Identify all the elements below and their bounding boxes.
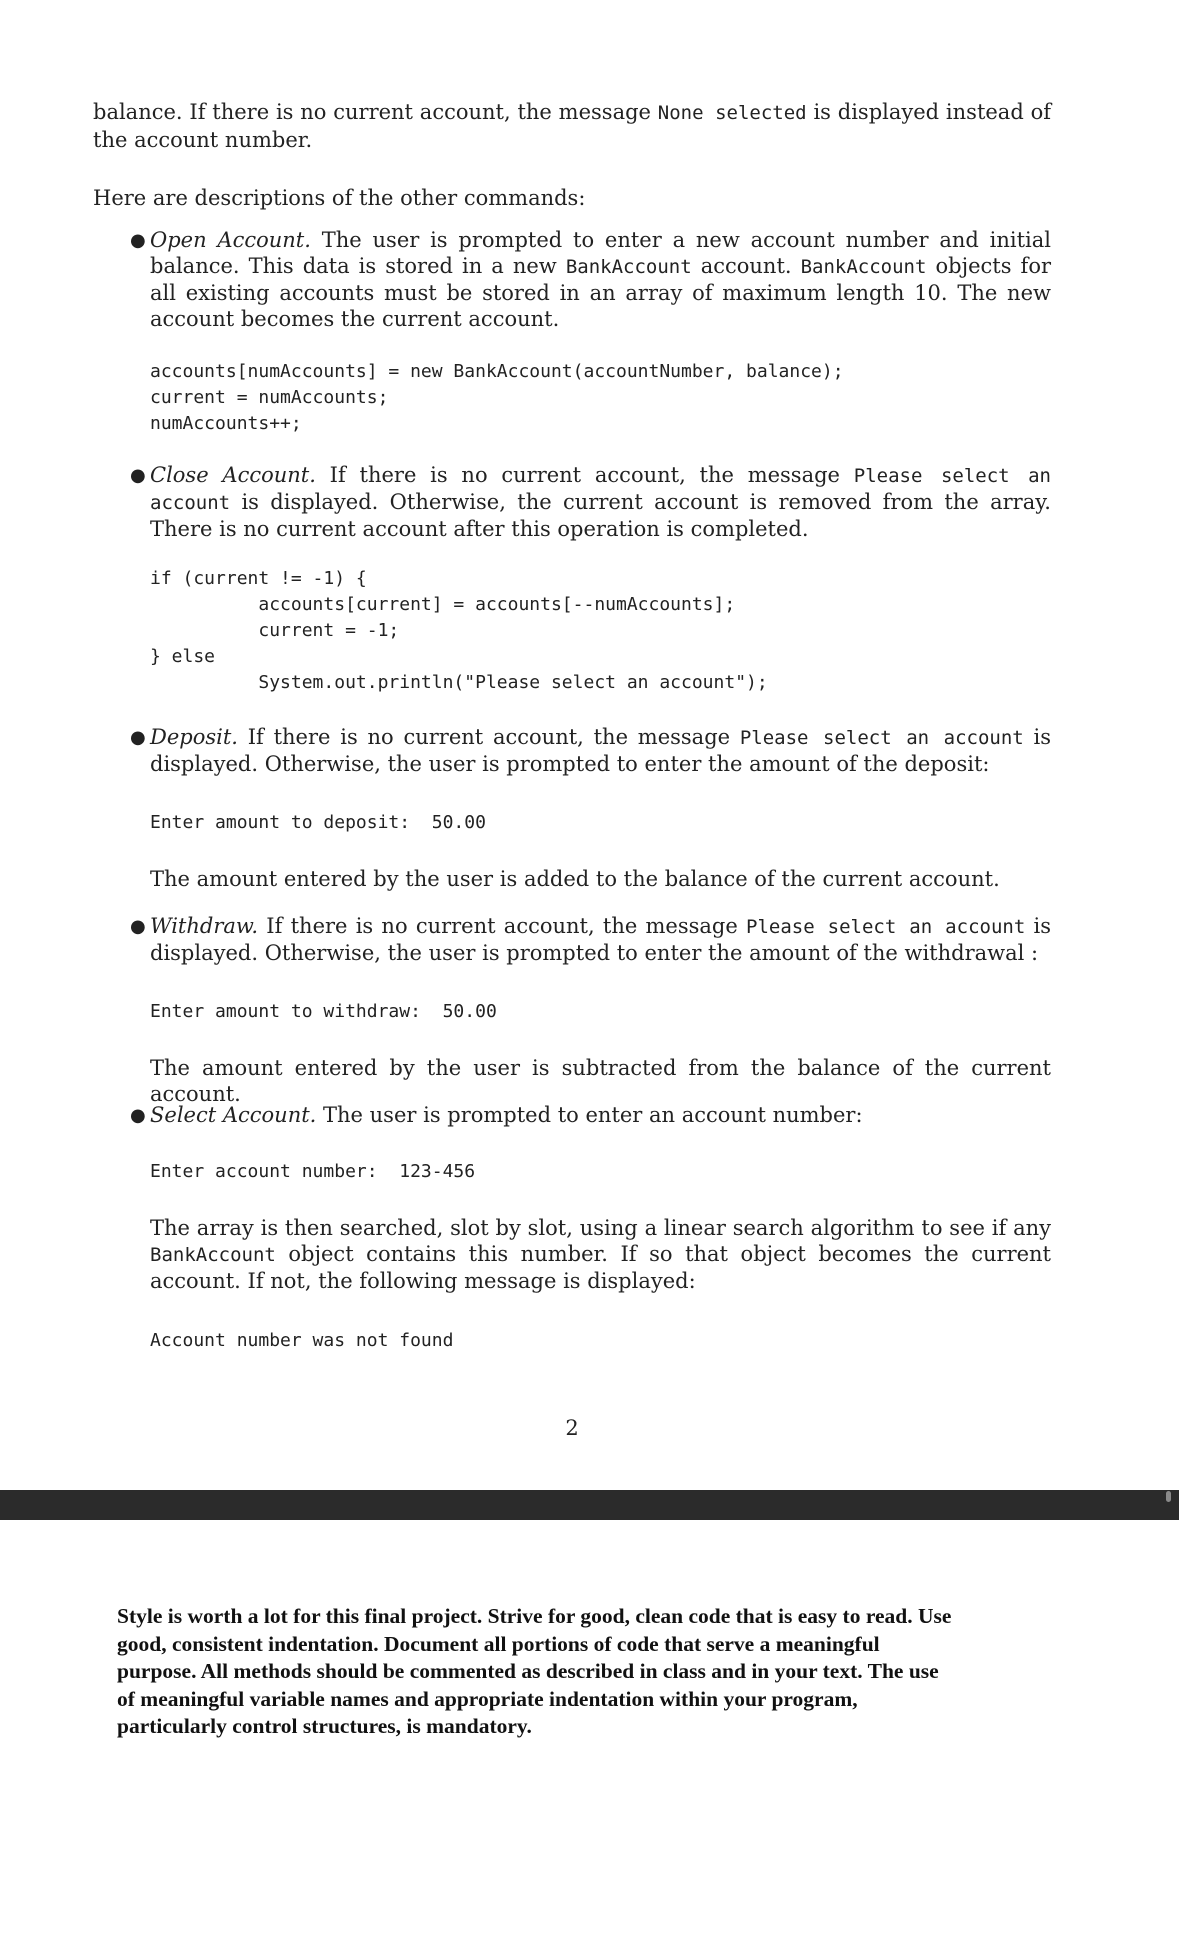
linear-search-description xyxy=(150,1215,1051,1294)
close-account-text: is displayed. Otherwise, the current account is removed from the array. There is no current account after this operation is completed. xyxy=(150,490,1051,541)
deposit-text: If there is no current account, the message xyxy=(237,725,740,749)
code-line: current = -1; xyxy=(150,620,400,641)
bullet-icon: ● xyxy=(130,727,146,748)
deposit-text: is displayed. Otherwise, the user is prompted to enter the amount of the deposit: xyxy=(150,725,1051,776)
code-line: } else xyxy=(150,646,216,667)
please-select-code: Please select an account xyxy=(746,916,1026,938)
commands-heading: Here are descriptions of the other commands: xyxy=(93,186,586,210)
withdraw-description xyxy=(150,913,1051,966)
bankaccount-code: BankAccount xyxy=(800,256,927,278)
bullet-icon: ● xyxy=(130,916,146,937)
linear-search-text: object contains this number. If so that object becomes the current account. If not, the following message is displayed: xyxy=(150,1242,1051,1293)
page-separator xyxy=(0,1490,1179,1520)
not-found-message: Account number was not found xyxy=(150,1330,454,1351)
withdraw-text: If there is no current account, the message xyxy=(258,914,747,938)
none-selected-code: None selected xyxy=(657,102,807,124)
deposit-result: The amount entered by the user is added to the balance of the current account. xyxy=(150,867,1000,891)
open-account-text: The user is prompted to enter a new account number and initial balance. This data is stored in a new xyxy=(150,228,1051,278)
bullet-icon: ● xyxy=(130,230,146,251)
code-line: if (current != -1) { xyxy=(150,568,367,589)
withdraw-title: Withdraw. xyxy=(150,914,259,938)
close-account-code xyxy=(150,566,768,696)
close-account-description xyxy=(150,462,1051,542)
close-account-title: Close Account. xyxy=(150,463,316,487)
open-account-code xyxy=(150,359,844,437)
open-account-text: account. xyxy=(691,254,801,278)
please-select-code: Please select an account xyxy=(150,465,1051,514)
withdraw-result: The amount entered by the user is subtracted from the balance of the current account. xyxy=(150,1056,1051,1106)
code-line: accounts[numAccounts] = new BankAccount(accountNumber, balance); xyxy=(150,361,844,382)
linear-search-text: The array is then searched, slot by slot, using a linear search algorithm to see if any xyxy=(150,1216,1051,1240)
bullet-icon: ● xyxy=(130,465,146,486)
withdraw-prompt: Enter amount to withdraw: 50.00 xyxy=(150,1001,497,1022)
close-account-text: If there is no current account, the message xyxy=(315,463,854,487)
balance-text-2: is displayed instead of the account number. xyxy=(93,100,1051,152)
open-account-text: objects for all existing accounts must be stored in an array of maximum length 10. The new account becomes the current account. xyxy=(150,254,1051,331)
document-page-3 xyxy=(0,1520,1179,1945)
balance-text-1: balance. If there is no current account, the message xyxy=(93,100,658,124)
deposit-description xyxy=(150,724,1051,777)
select-account-prompt: Enter account number: 123-456 xyxy=(150,1161,476,1182)
open-account-description xyxy=(150,227,1051,332)
code-line: accounts[current] = accounts[--numAccounts]; xyxy=(150,594,736,615)
select-account-title: Select Account. xyxy=(150,1103,317,1127)
select-account-text: The user is prompted to enter an account number: xyxy=(316,1103,863,1127)
bullet-icon: ● xyxy=(130,1105,146,1126)
page-number: 2 xyxy=(565,1416,579,1440)
select-account-description xyxy=(150,1102,1051,1128)
code-line: System.out.println("Please select an account"); xyxy=(150,672,768,693)
bankaccount-code: BankAccount xyxy=(565,256,692,278)
code-line: current = numAccounts; xyxy=(150,387,389,408)
scrollbar-thumb[interactable] xyxy=(1166,1491,1171,1502)
deposit-title: Deposit. xyxy=(150,725,238,749)
open-account-title: Open Account. xyxy=(150,228,311,252)
withdraw-text: is displayed. Otherwise, the user is prompted to enter the amount of the withdrawal : xyxy=(150,914,1051,965)
code-line: numAccounts++; xyxy=(150,413,302,434)
please-select-code: Please select an account xyxy=(739,727,1024,749)
deposit-prompt: Enter amount to deposit: 50.00 xyxy=(150,812,486,833)
balance-paragraph xyxy=(93,99,1051,154)
bankaccount-code: BankAccount xyxy=(150,1244,276,1266)
style-requirements-note: Style is worth a lot for this final project. Strive for good, clean code that is easy to read. Use good, consistent indentation. Document all portions of code that serve a meaningful purpose. All methods should be commented as described in class and in your text. The use of meaningful variable names and appropriate indentation within your program, particularly control structures, is mandatory. xyxy=(117,1604,952,1738)
